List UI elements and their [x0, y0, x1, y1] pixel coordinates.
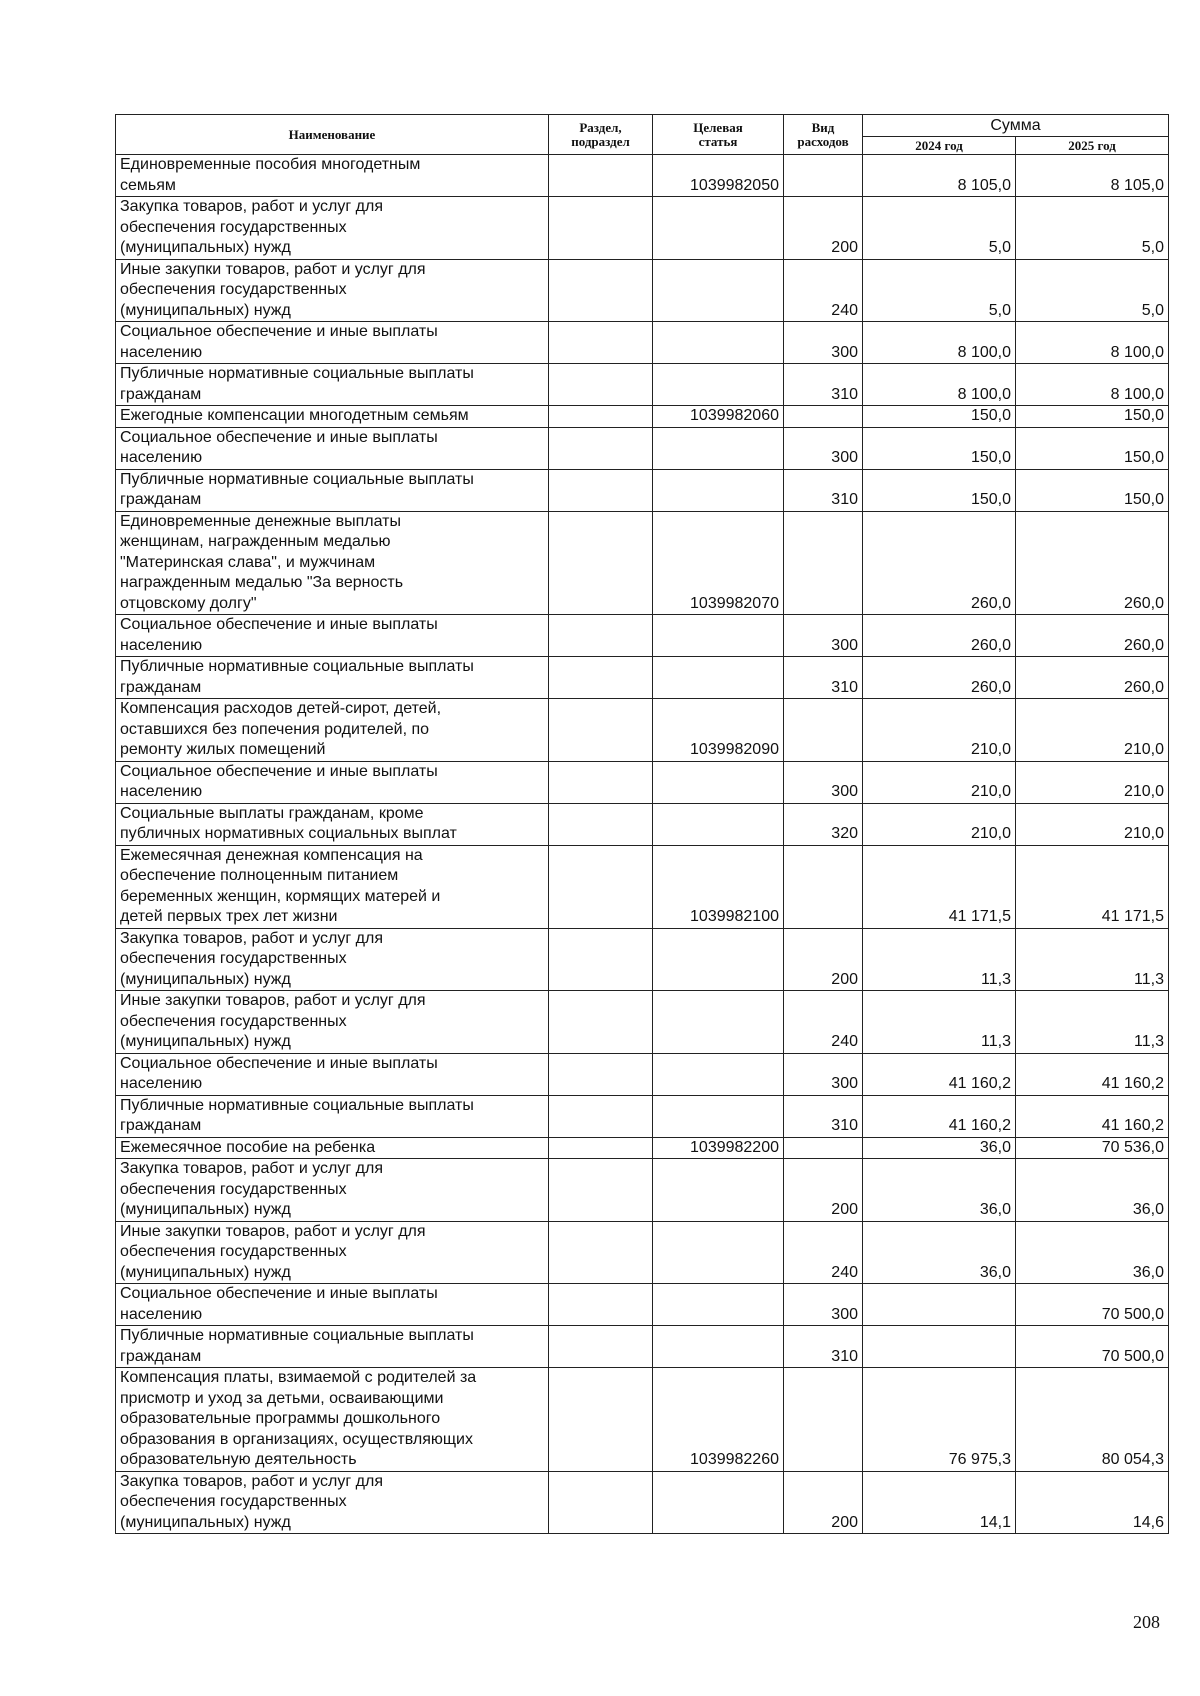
row-amount-2024-cell: 210,0: [863, 699, 1016, 762]
row-amount-2025-cell: 260,0: [1016, 657, 1169, 699]
row-amount-2024-cell: 5,0: [863, 259, 1016, 322]
row-name-cell: Публичные нормативные социальные выплаты гражданам: [116, 469, 549, 511]
table-row: [116, 259, 1169, 322]
row-amount-2024-cell: 210,0: [863, 761, 1016, 803]
row-amount-2025-cell: 41 171,5: [1016, 845, 1169, 928]
row-amount-2025-cell: 70 536,0: [1016, 1137, 1169, 1159]
row-kind-cell: [784, 406, 863, 428]
row-section-cell: [549, 1221, 653, 1284]
row-section-cell: [549, 803, 653, 845]
table-header: [116, 115, 1169, 155]
row-section-cell: [549, 1326, 653, 1368]
row-section-cell: [549, 406, 653, 428]
row-target-cell: [653, 1159, 784, 1222]
row-target-cell: 1039982050: [653, 155, 784, 197]
header-name: Наименование: [116, 115, 549, 155]
row-name-cell: Иные закупки товаров, работ и услуг для обеспечения государственных (муниципальных) нужд: [116, 1221, 549, 1284]
table-row: [116, 469, 1169, 511]
row-section-cell: [549, 699, 653, 762]
row-section-cell: [549, 1137, 653, 1159]
row-amount-2025-cell: 8 100,0: [1016, 322, 1169, 364]
row-target-cell: [653, 197, 784, 260]
row-target-cell: [653, 761, 784, 803]
row-name-cell: Ежемесячная денежная компенсация на обеспечение полноценным питанием беременных женщин, кормящих матерей и детей первых трех лет жизни: [116, 845, 549, 928]
row-section-cell: [549, 761, 653, 803]
table-row: [116, 657, 1169, 699]
row-amount-2024-cell: 260,0: [863, 511, 1016, 615]
row-name-cell: Социальное обеспечение и иные выплаты населению: [116, 1053, 549, 1095]
table-row: [116, 803, 1169, 845]
row-section-cell: [549, 1284, 653, 1326]
table-row: [116, 427, 1169, 469]
row-name-cell: Ежегодные компенсации многодетным семьям: [116, 406, 549, 428]
row-amount-2024-cell: 41 160,2: [863, 1053, 1016, 1095]
row-amount-2025-cell: 36,0: [1016, 1159, 1169, 1222]
row-name-cell: Закупка товаров, работ и услуг для обеспечения государственных (муниципальных) нужд: [116, 1471, 549, 1534]
row-amount-2024-cell: [863, 1326, 1016, 1368]
row-amount-2025-cell: 41 160,2: [1016, 1095, 1169, 1137]
row-target-cell: 1039982260: [653, 1368, 784, 1472]
row-amount-2025-cell: 5,0: [1016, 197, 1169, 260]
row-target-cell: [653, 1095, 784, 1137]
row-amount-2025-cell: 150,0: [1016, 469, 1169, 511]
row-amount-2025-cell: 11,3: [1016, 928, 1169, 991]
row-amount-2025-cell: 70 500,0: [1016, 1326, 1169, 1368]
row-name-cell: Закупка товаров, работ и услуг для обеспечения государственных (муниципальных) нужд: [116, 928, 549, 991]
row-amount-2025-cell: 8 100,0: [1016, 364, 1169, 406]
row-amount-2025-cell: 260,0: [1016, 511, 1169, 615]
row-amount-2025-cell: 150,0: [1016, 406, 1169, 428]
row-amount-2025-cell: 150,0: [1016, 427, 1169, 469]
row-kind-cell: 310: [784, 1095, 863, 1137]
row-target-cell: [653, 1471, 784, 1534]
row-target-cell: [653, 991, 784, 1054]
header-section: Раздел, подраздел: [549, 115, 653, 155]
row-amount-2024-cell: 150,0: [863, 406, 1016, 428]
row-target-cell: [653, 259, 784, 322]
row-section-cell: [549, 615, 653, 657]
row-amount-2024-cell: 8 100,0: [863, 364, 1016, 406]
row-amount-2024-cell: 36,0: [863, 1221, 1016, 1284]
row-kind-cell: 200: [784, 1159, 863, 1222]
row-target-cell: [653, 1326, 784, 1368]
table-row: [116, 1053, 1169, 1095]
table-row: [116, 845, 1169, 928]
row-amount-2024-cell: 36,0: [863, 1159, 1016, 1222]
table-row: [116, 322, 1169, 364]
row-kind-cell: [784, 1137, 863, 1159]
row-name-cell: Социальное обеспечение и иные выплаты населению: [116, 427, 549, 469]
row-section-cell: [549, 322, 653, 364]
table-row: [116, 1137, 1169, 1159]
table-row: [116, 406, 1169, 428]
row-section-cell: [549, 1471, 653, 1534]
row-kind-cell: [784, 699, 863, 762]
row-amount-2025-cell: 210,0: [1016, 699, 1169, 762]
table-row: [116, 928, 1169, 991]
row-section-cell: [549, 845, 653, 928]
table-row: [116, 1284, 1169, 1326]
row-target-cell: 1039982090: [653, 699, 784, 762]
header-target: Целевая статья: [653, 115, 784, 155]
row-amount-2024-cell: 41 171,5: [863, 845, 1016, 928]
table-row: [116, 364, 1169, 406]
row-section-cell: [549, 1095, 653, 1137]
header-year-2024: 2024 год: [863, 137, 1016, 155]
row-section-cell: [549, 511, 653, 615]
header-year-2025: 2025 год: [1016, 137, 1169, 155]
row-kind-cell: 200: [784, 197, 863, 260]
budget-table: [115, 114, 1169, 1534]
row-kind-cell: 320: [784, 803, 863, 845]
row-amount-2025-cell: 11,3: [1016, 991, 1169, 1054]
row-kind-cell: 200: [784, 1471, 863, 1534]
row-amount-2024-cell: 260,0: [863, 657, 1016, 699]
table-row: [116, 761, 1169, 803]
row-name-cell: Социальное обеспечение и иные выплаты населению: [116, 1284, 549, 1326]
row-target-cell: [653, 1284, 784, 1326]
row-kind-cell: 240: [784, 991, 863, 1054]
row-amount-2024-cell: 150,0: [863, 469, 1016, 511]
row-name-cell: Иные закупки товаров, работ и услуг для обеспечения государственных (муниципальных) нужд: [116, 991, 549, 1054]
table-row: [116, 1095, 1169, 1137]
row-target-cell: [653, 657, 784, 699]
row-target-cell: 1039982100: [653, 845, 784, 928]
row-amount-2024-cell: 210,0: [863, 803, 1016, 845]
row-amount-2024-cell: 14,1: [863, 1471, 1016, 1534]
row-amount-2024-cell: 11,3: [863, 928, 1016, 991]
row-kind-cell: 240: [784, 1221, 863, 1284]
row-kind-cell: 300: [784, 427, 863, 469]
table-row: [116, 197, 1169, 260]
row-name-cell: Компенсация платы, взимаемой с родителей за присмотр и уход за детьми, осваивающими образовательные программы дошкольного образования в организациях, осуществляющих образовательную деятельность: [116, 1368, 549, 1472]
row-section-cell: [549, 928, 653, 991]
row-amount-2025-cell: 210,0: [1016, 761, 1169, 803]
row-section-cell: [549, 657, 653, 699]
row-amount-2025-cell: 14,6: [1016, 1471, 1169, 1534]
row-name-cell: Публичные нормативные социальные выплаты гражданам: [116, 1326, 549, 1368]
row-target-cell: [653, 615, 784, 657]
row-kind-cell: [784, 155, 863, 197]
row-section-cell: [549, 155, 653, 197]
row-name-cell: Закупка товаров, работ и услуг для обеспечения государственных (муниципальных) нужд: [116, 197, 549, 260]
row-amount-2024-cell: 150,0: [863, 427, 1016, 469]
table-row: [116, 1326, 1169, 1368]
table-row: [116, 1471, 1169, 1534]
table-row: [116, 991, 1169, 1054]
row-amount-2025-cell: 41 160,2: [1016, 1053, 1169, 1095]
row-amount-2024-cell: 76 975,3: [863, 1368, 1016, 1472]
row-target-cell: [653, 427, 784, 469]
row-amount-2025-cell: 80 054,3: [1016, 1368, 1169, 1472]
row-kind-cell: 300: [784, 1284, 863, 1326]
table-row: [116, 1221, 1169, 1284]
row-name-cell: Публичные нормативные социальные выплаты гражданам: [116, 657, 549, 699]
header-sum: Сумма: [863, 115, 1169, 137]
row-amount-2024-cell: 8 100,0: [863, 322, 1016, 364]
row-target-cell: [653, 1221, 784, 1284]
row-section-cell: [549, 1368, 653, 1472]
row-amount-2024-cell: 8 105,0: [863, 155, 1016, 197]
row-amount-2025-cell: 260,0: [1016, 615, 1169, 657]
row-section-cell: [549, 1053, 653, 1095]
row-amount-2024-cell: 260,0: [863, 615, 1016, 657]
row-name-cell: Иные закупки товаров, работ и услуг для обеспечения государственных (муниципальных) нужд: [116, 259, 549, 322]
row-name-cell: Ежемесячное пособие на ребенка: [116, 1137, 549, 1159]
row-kind-cell: 300: [784, 322, 863, 364]
row-kind-cell: 310: [784, 1326, 863, 1368]
row-target-cell: 1039982070: [653, 511, 784, 615]
row-kind-cell: [784, 511, 863, 615]
table-row: [116, 1368, 1169, 1472]
table-row: [116, 1159, 1169, 1222]
row-amount-2025-cell: 5,0: [1016, 259, 1169, 322]
row-section-cell: [549, 1159, 653, 1222]
row-section-cell: [549, 991, 653, 1054]
row-name-cell: Социальные выплаты гражданам, кроме публичных нормативных социальных выплат: [116, 803, 549, 845]
table-row: [116, 511, 1169, 615]
row-amount-2025-cell: 70 500,0: [1016, 1284, 1169, 1326]
row-target-cell: [653, 1053, 784, 1095]
row-kind-cell: 300: [784, 1053, 863, 1095]
row-amount-2025-cell: 8 105,0: [1016, 155, 1169, 197]
row-name-cell: Публичные нормативные социальные выплаты гражданам: [116, 364, 549, 406]
row-kind-cell: [784, 1368, 863, 1472]
row-name-cell: Компенсация расходов детей-сирот, детей, оставшихся без попечения родителей, по ремонту жилых помещений: [116, 699, 549, 762]
row-target-cell: [653, 469, 784, 511]
row-kind-cell: 310: [784, 657, 863, 699]
header-kind: Вид расходов: [784, 115, 863, 155]
row-section-cell: [549, 197, 653, 260]
row-kind-cell: [784, 845, 863, 928]
row-kind-cell: 310: [784, 469, 863, 511]
row-target-cell: [653, 322, 784, 364]
row-amount-2024-cell: 11,3: [863, 991, 1016, 1054]
row-kind-cell: 200: [784, 928, 863, 991]
row-name-cell: Социальное обеспечение и иные выплаты населению: [116, 322, 549, 364]
row-section-cell: [549, 259, 653, 322]
row-amount-2024-cell: 41 160,2: [863, 1095, 1016, 1137]
row-target-cell: [653, 803, 784, 845]
row-target-cell: [653, 364, 784, 406]
page-number: 208: [1133, 1612, 1160, 1632]
row-amount-2024-cell: 5,0: [863, 197, 1016, 260]
row-name-cell: Социальное обеспечение и иные выплаты населению: [116, 761, 549, 803]
row-amount-2024-cell: 36,0: [863, 1137, 1016, 1159]
row-target-cell: [653, 928, 784, 991]
row-amount-2024-cell: [863, 1284, 1016, 1326]
row-amount-2025-cell: 210,0: [1016, 803, 1169, 845]
row-target-cell: 1039982200: [653, 1137, 784, 1159]
row-name-cell: Единовременные денежные выплаты женщинам, награжденным медалью "Материнская слава", и мужчинам награжденным медалью "За верность отцовскому долгу": [116, 511, 549, 615]
table-row: [116, 615, 1169, 657]
row-section-cell: [549, 469, 653, 511]
table-row: [116, 699, 1169, 762]
row-target-cell: 1039982060: [653, 406, 784, 428]
row-kind-cell: 300: [784, 761, 863, 803]
table-body: [116, 155, 1169, 1534]
row-section-cell: [549, 364, 653, 406]
row-kind-cell: 240: [784, 259, 863, 322]
table-row: [116, 155, 1169, 197]
row-name-cell: Публичные нормативные социальные выплаты гражданам: [116, 1095, 549, 1137]
row-name-cell: Социальное обеспечение и иные выплаты населению: [116, 615, 549, 657]
row-kind-cell: 300: [784, 615, 863, 657]
row-name-cell: Единовременные пособия многодетным семьям: [116, 155, 549, 197]
row-amount-2025-cell: 36,0: [1016, 1221, 1169, 1284]
row-kind-cell: 310: [784, 364, 863, 406]
row-name-cell: Закупка товаров, работ и услуг для обеспечения государственных (муниципальных) нужд: [116, 1159, 549, 1222]
row-section-cell: [549, 427, 653, 469]
